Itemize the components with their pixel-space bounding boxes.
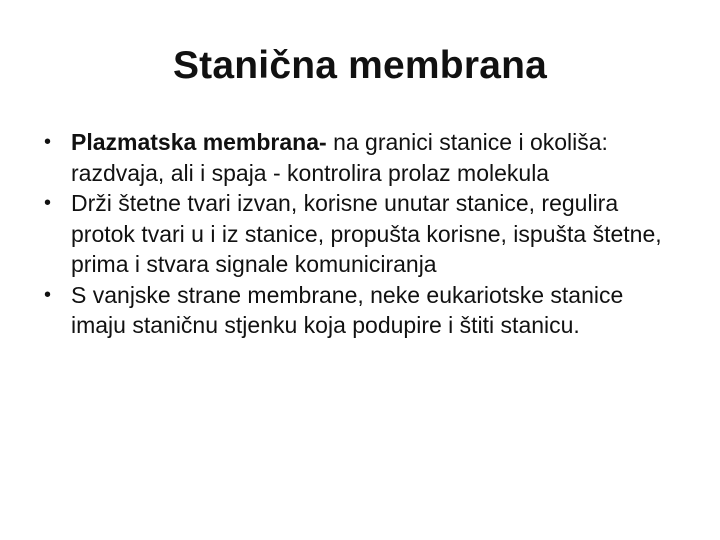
bullet-item-cell-wall (44, 280, 674, 341)
bullet-marker: • (44, 192, 52, 214)
bullet-list (44, 127, 674, 341)
bullet-text: Drži štetne tvari izvan, korisne unutar stanice, regulira protok tvari u i iz stanice, propušta korisne, ispušta štetne, prima i stvara signale komuniciranja (71, 190, 662, 277)
bullet-text: na granici stanice i okoliša: razdvaja, ali i spaja - kontrolira prolaz molekula (71, 129, 608, 186)
bullet-marker: • (44, 131, 52, 153)
bullet-bold-term: Plazmatska membrana- (71, 129, 327, 155)
bullet-item-functions (44, 188, 674, 280)
bullet-text: S vanjske strane membrane, neke eukariotske stanice imaju staničnu stjenku koja podupire i štiti stanicu. (71, 281, 624, 338)
bullet-item-plasma-membrane (44, 127, 674, 188)
slide-title: Stanična membrana (172, 44, 548, 87)
bullet-marker: • (44, 283, 52, 306)
